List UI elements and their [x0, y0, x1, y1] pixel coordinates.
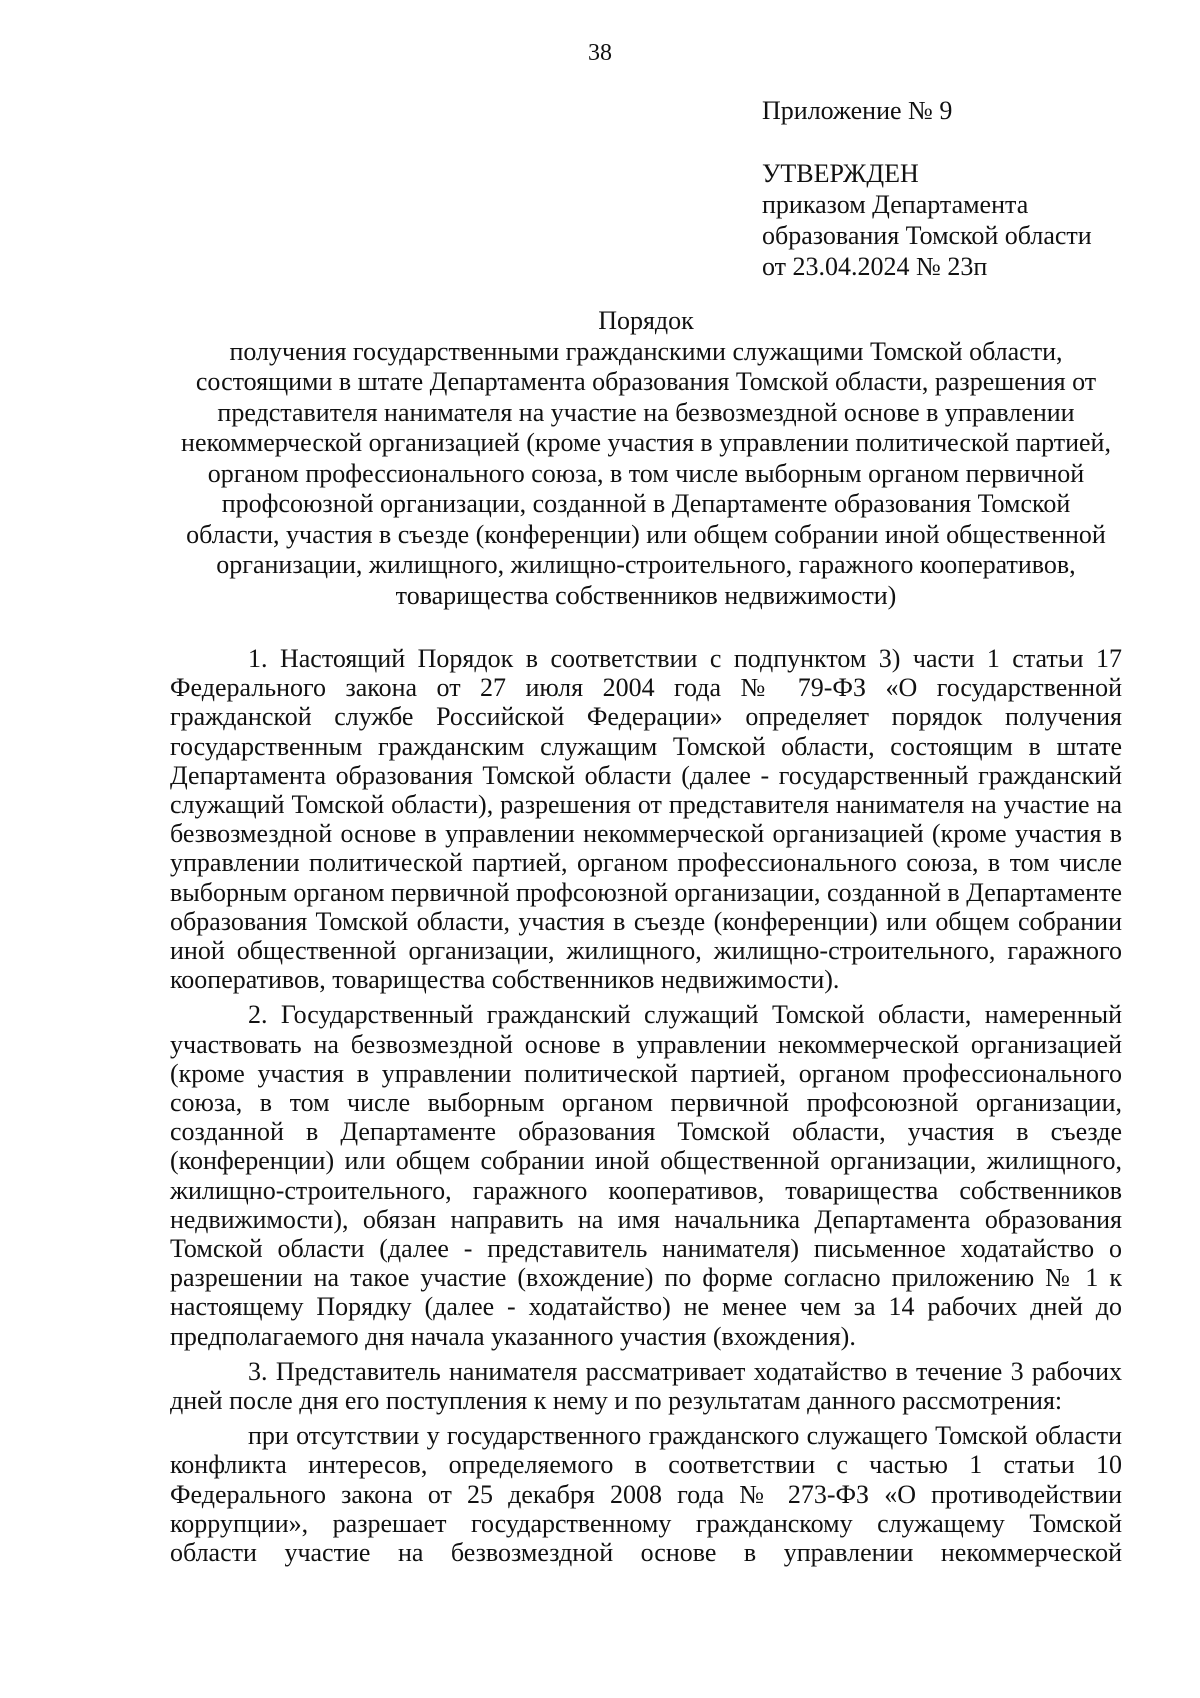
- paragraph-1: 1. Настоящий Порядок в соответствии с подпунктом 3) части 1 статьи 17 Федерального закона от 27 июля 2004 года № 79-ФЗ «О государственной гражданской службе Российской Федерации» определяет порядок получения государственным гражданским служащим Томской области, состоящим в штате Департамента образования Томской области (далее - государственный гражданский служащий Томской области), разрешения от представителя нанимателя на участие на безвозмездной основе в управлении некоммерческой организацией (кроме участия в управлении политической партией, органом профессионального союза, в том числе выборным органом первичной профсоюзной организации, созданной в Департаменте образования Томской области, участия в съезде (конференции) или общем собрании иной общественной организации, жилищного, жилищно-строительного, гаражного кооперативов, товарищества собственников недвижимости).: [170, 644, 1122, 995]
- paragraph-2: 2. Государственный гражданский служащий Томской области, намеренный участвовать на безвозмездной основе в управлении некоммерческой организацией (кроме участия в управлении политической партией, органом профессионального союза, в том числе выборным органом первичной профсоюзной организации, созданной в Департаменте образования Томской области, участия в съезде (конференции) или общем собрании иной общественной организации, жилищного, жилищно-строительного, гаражного кооперативов, товарищества собственников недвижимости), обязан направить на имя начальника Департамента образования Томской области (далее - представитель нанимателя) письменное ходатайство о разрешении на такое участие (вхождение) по форме согласно приложению № 1 к настоящему Порядку (далее - ходатайство) не менее чем за 14 рабочих дней до предполагаемого дня начала указанного участия (вхождения).: [170, 1000, 1122, 1351]
- title-line: органом профессионального союза, в том числе выборным органом первичной: [207, 458, 1085, 488]
- page-number: 38: [588, 40, 612, 66]
- appendix-label: Приложение № 9: [762, 96, 953, 125]
- approval-line-2: образования Томской области: [762, 221, 1092, 250]
- title-line: товарищества собственников недвижимости): [395, 580, 897, 610]
- approval-stamp-block: [762, 158, 1092, 282]
- title-line: некоммерческой организацией (кроме участия в управлении политической партией,: [181, 428, 1111, 457]
- approval-line-1: приказом Департамента: [762, 190, 1029, 219]
- document-title: [168, 306, 1124, 611]
- title-heading: Порядок: [598, 306, 694, 335]
- approval-heading: УТВЕРЖДЕН: [762, 159, 919, 188]
- title-line: представителя нанимателя на участие на безвозмездной основе в управлении: [217, 397, 1075, 427]
- title-line: профсоюзной организации, созданной в Департаменте образования Томской: [221, 489, 1071, 518]
- title-line: организации, жилищного, жилищно-строительного, гаражного кооперативов,: [216, 550, 1076, 579]
- title-line: области, участия в съезде (конференции) или общем собрании иной общественной: [186, 519, 1106, 549]
- title-line: состоящими в штате Департамента образования Томской области, разрешения от: [195, 367, 1097, 396]
- approval-line-3: от 23.04.2024 № 23п: [762, 252, 988, 281]
- paragraph-3-subclause: при отсутствии у государственного гражданского служащего Томской области конфликта интересов, определяемого в соответствии с частью 1 статьи 10 Федерального закона от 25 декабря 2008 года № 273-ФЗ «О противодействии коррупции», разрешает государственному гражданскому служащему Томской области участие на безвозмездной основе в управлении некоммерческой: [170, 1421, 1122, 1568]
- document-body: [170, 644, 1122, 1573]
- title-line: получения государственными гражданскими служащими Томской области,: [229, 336, 1063, 366]
- paragraph-3: 3. Представитель нанимателя рассматривает ходатайство в течение 3 рабочих дней после дня его поступления к нему и по результатам данного рассмотрения:: [170, 1356, 1122, 1416]
